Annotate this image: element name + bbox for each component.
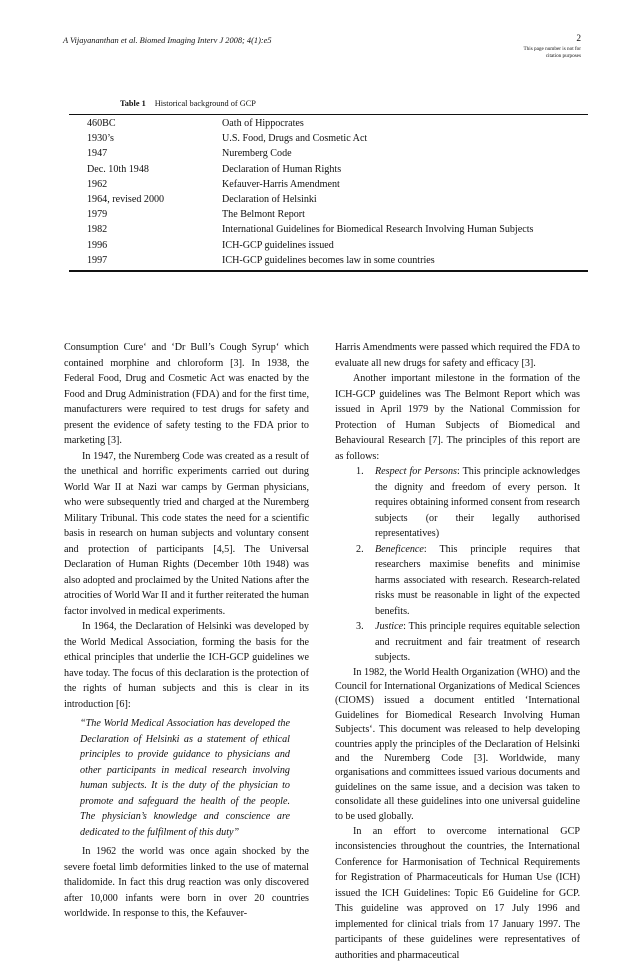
principle-term: Beneficence	[375, 543, 424, 555]
table-title: Historical background of GCP	[154, 99, 256, 108]
table-cell-date: Dec. 10th 1948	[87, 163, 149, 175]
page-number-note: This page number is not for citation purposes	[523, 46, 581, 59]
paragraph: In 1964, the Declaration of Helsinki was developed by the World Medical Association, forming the basis for the ethical principles that underlie the ICH-GCP guidelines we have today. The focus of this declaration is the protection of the rights of human subjects and this is clear in its introduction [6]:	[64, 621, 309, 710]
principle-term: Respect for Persons	[375, 466, 457, 477]
table-cell-event: Declaration of Helsinki	[222, 193, 317, 205]
table-bottom-rule	[69, 270, 588, 272]
history-table	[87, 118, 587, 270]
paragraph: In an effort to overcome international GCP inconsistencies throughout the countries, the International Conference for Harmonisation of Technical Requirements for Registration of Pharmaceuticals for Human Use (ICH) issued the ICH Guidelines: Topic E6 Guideline for GCP. This guideline was approved on 17 July 1996 and implemented for clinical trials from 17 January 1997. The participants of these guidelines were representatives of authorities and pharmaceutical	[335, 825, 580, 961]
table-cell-date: 1947	[87, 148, 108, 160]
table-cell-date: 1930’s	[87, 133, 114, 145]
list-item	[335, 464, 580, 542]
table-cell-event: U.S. Food, Drugs and Cosmetic Act	[222, 133, 368, 145]
table-cell-event: Declaration of Human Rights	[222, 163, 342, 175]
table-row	[87, 240, 587, 255]
principle-term: Justice	[375, 621, 404, 632]
table-row	[87, 118, 587, 133]
left-column	[64, 340, 309, 922]
table-row	[87, 224, 587, 239]
table-label: Table 1	[120, 99, 146, 108]
table-top-rule	[69, 114, 588, 115]
table-cell-event: The Belmont Report	[222, 209, 305, 221]
table-cell-date: 1964, revised 2000	[87, 193, 165, 205]
principle-text: : This principle requires equitable selection and recruitment and fair treatment of research subjects.	[375, 621, 580, 663]
paragraph: In 1982, the World Health Organization (WHO) and the Council for International Organizations of Medical Sciences (CIOMS) issued a document entitled ‘International Guidelines for Biomedical Research Involving Human Subjects‘. This document was released to help developing countries apply the principles of the Declaration of Helsinki and the Nuremberg Code [3]. Worldwide, many organisations and committees issued various documents and guidelines on the same issue, and a decision was taken to consolidate all these guidelines into one universal guideline to be used globally.	[335, 666, 580, 822]
table-row	[87, 255, 587, 270]
table-cell-event: Nuremberg Code	[222, 148, 292, 160]
paragraph: In 1962 the world was once again shocked by the severe foetal limb deformities linked to the use of maternal thalidomide. In fact this drug reaction was only discovered after 10,000 infants were born in over 20 countries worldwide. In response to this, the Kefauver-	[64, 846, 309, 919]
table-cell-event: Kefauver-Harris Amendment	[222, 178, 340, 190]
principle-text: : This principle acknowledges the dignity and freedom of every person. It requires obtaining informed consent from research subjects (or their legally authorised representatives)	[375, 466, 580, 539]
table-cell-date: 1997	[87, 254, 108, 266]
paragraph: Harris Amendments were passed which required the FDA to evaluate all new drugs for safety and efficacy [3].	[335, 342, 580, 369]
table-row	[87, 194, 587, 209]
list-item	[335, 619, 580, 666]
table-cell-date: 1979	[87, 209, 108, 221]
table-cell-date: 1962	[87, 178, 108, 190]
table-cell-date: 460BC	[87, 118, 116, 129]
running-header-citation: A Vijayananthan et al. Biomed Imaging Interv J 2008; 4(1):e5	[63, 36, 272, 45]
table-row	[87, 179, 587, 194]
table-cell-event: Oath of Hippocrates	[222, 118, 304, 129]
belmont-principles-list	[335, 464, 580, 666]
table-cell-date: 1982	[87, 224, 108, 236]
table-row	[87, 164, 587, 179]
list-item	[335, 542, 580, 620]
table-cell-event: ICH-GCP guidelines becomes law in some countries	[222, 254, 435, 266]
list-item-number: 3.	[356, 621, 364, 632]
table-caption	[120, 99, 256, 108]
table-row	[87, 148, 587, 163]
page-number: 2	[576, 34, 581, 44]
right-column	[335, 340, 580, 963]
paragraph: In 1947, the Nuremberg Code was created as a result of the unethical and horrific experiments carried out during World War II at Nazi war camps by German physicians, who were subsequently tried and charged at the Nuremberg Military Tribunal. This code states the need for a scientific basis in research on human subjects and voluntary consent and protection of participants [4,5]. The Universal Declaration of Human Rights (December 10th 1948) was also adopted and proclaimed by the United Nations after the atrocities of World War II and it further reiterated the human factor involved in medical experiments.	[64, 450, 309, 617]
list-item-number: 2.	[356, 543, 364, 555]
principle-text: : This principle requires that researchers maximise benefits and minimise harms associated with research. Research-related risks must be reasonable in light of the expected benefits.	[375, 543, 580, 617]
table-row	[87, 133, 587, 148]
paragraph: Consumption Cure‘ and ‘Dr Bull’s Cough Syrup‘ which contained morphine and chloroform [3]. In 1938, the Federal Food, Drug and Cosmetic Act was enacted by the Food and Drug Administration (FDA) and for the first time, manufacturers were required to test drugs for safety and present the evidence of safety testing to the FDA prior to marketing [3].	[64, 342, 309, 446]
list-item-number: 1.	[356, 466, 364, 477]
helsinki-quote: “The World Medical Association has developed the Declaration of Helsinki as a statement of ethical principles to provide guidance to physicians and other participants in medical research involving human subjects. It is the duty of the physician to promote and safeguard the health of the people. The physician’s knowledge and conscience are dedicated to the fulfilment of this duty”	[80, 718, 290, 838]
table-row	[87, 209, 587, 224]
table-cell-event: International Guidelines for Biomedical Research Involving Human Subjects	[222, 224, 534, 236]
paragraph: Another important milestone in the formation of the ICH-GCP guidelines was The Belmont Report which was issued in April 1979 by the National Commission for Protection of Human Subjects of Biomedical and Behavioural Research [7]. The principles of this report are as follows:	[335, 373, 580, 462]
table-cell-event: ICH-GCP guidelines issued	[222, 239, 334, 251]
table-cell-date: 1996	[87, 239, 108, 251]
